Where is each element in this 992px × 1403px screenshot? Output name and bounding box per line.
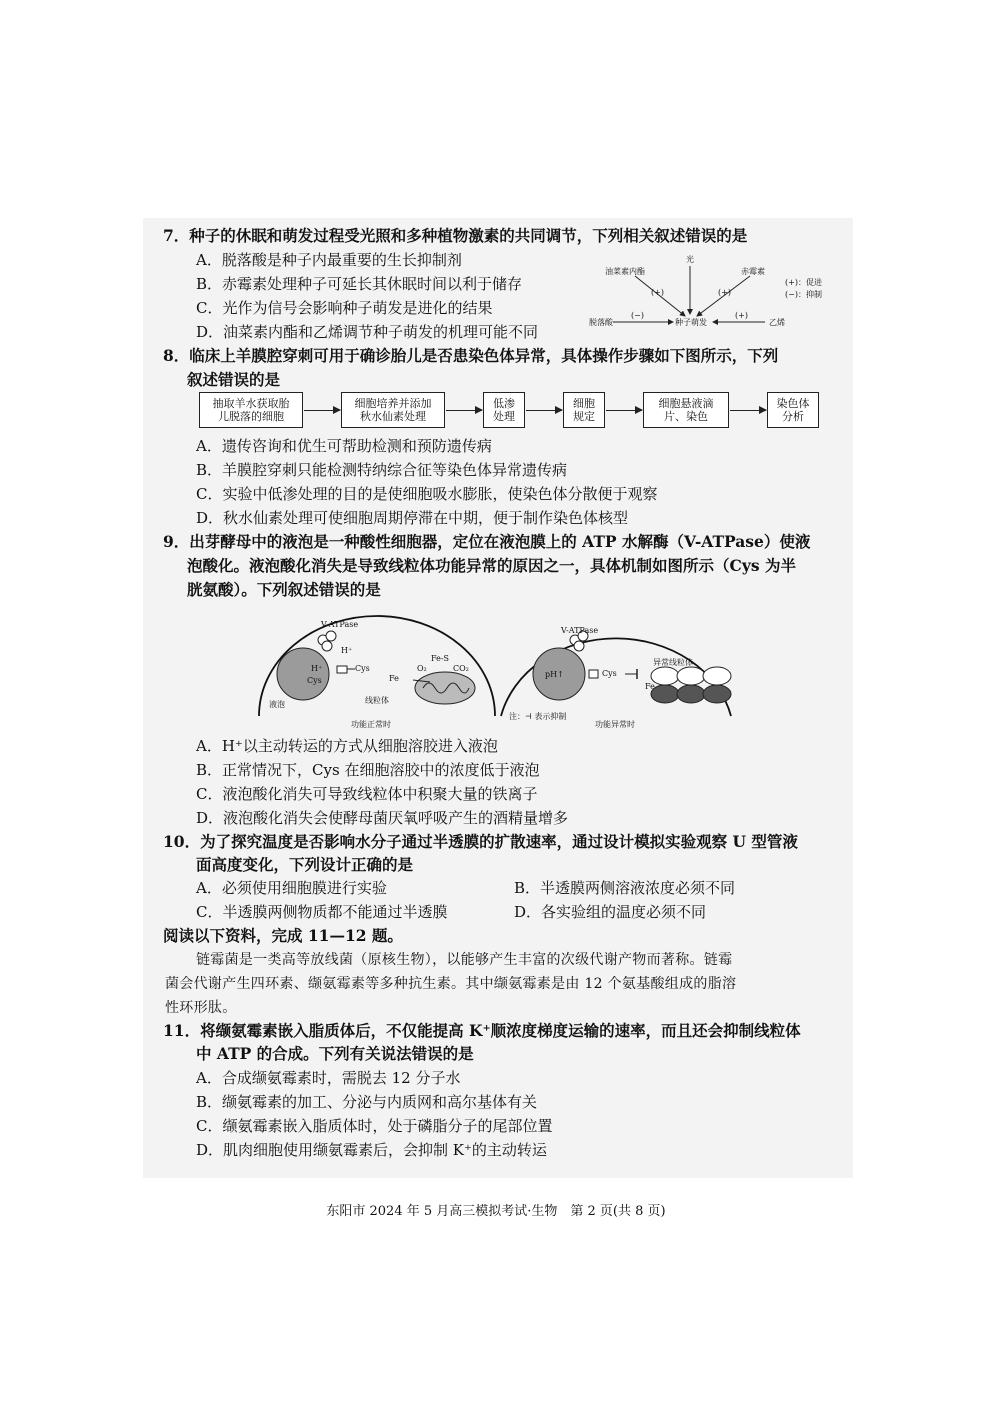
q7-option-a: A．脱落酸是种子内最重要的生长抑制剂 [196,251,462,269]
q9-option-b: B．正常情况下，Cys 在细胞溶胶中的浓度低于液泡 [196,761,540,779]
q7-hormone-diagram [589,252,835,332]
q9-label-abnormal-state: 功能异常时 [595,720,635,729]
q9-label-abnormal-mito: 异常线粒体 [653,658,693,667]
q9-label-mitochondrion: 线粒体 [365,696,389,705]
q8-step-2-line2: 秋水仙素处理 [360,410,426,423]
q8-step-6-line1: 染色体 [776,397,810,410]
q9-label-fe-abnormal: Fe [645,682,655,691]
q7-label-light: 光 [686,255,694,264]
q9-label-cys-abnormal: Cys [602,669,617,678]
q8-step-1-line1: 抽取羊水获取胎 [212,397,290,410]
q8-step-3-line1: 低渗 [493,397,515,410]
q9-label-vacuole: 液泡 [269,700,285,709]
q10-option-a: A．必须使用细胞膜进行实验 [196,879,387,897]
q8-step-6-line2: 分析 [782,410,804,423]
q9-label-normal-state: 功能正常时 [351,720,391,729]
q9-option-c: C．液泡酸化消失可导致线粒体中积聚大量的铁离子 [196,785,538,803]
q8-step-5-line2: 片、染色 [664,410,708,423]
q8-step-4-line2: 规定 [573,410,595,423]
q10-option-c: C．半透膜两侧物质都不能通过半透膜 [196,903,448,921]
q8-arrow-4 [606,410,642,411]
q10-option-d: D．各实验组的温度必须不同 [514,903,707,921]
q8-step-4 [563,392,605,428]
q8-option-a: A．遗传咨询和优生可帮助检测和预防遗传病 [196,437,492,455]
reading-title: 阅读以下资料，完成 11—12 题。 [163,926,403,945]
q8-option-d: D．秋水仙素处理可使细胞周期停滞在中期，便于制作染色体核型 [196,509,629,527]
q9-label-ph: pH↑ [545,670,564,679]
q8-step-5-line1: 细胞悬液滴 [658,397,714,410]
q7-label-minus: (−) [631,311,644,320]
q8-arrow-3 [526,410,562,411]
q9-label-h-outside: H⁺ [341,646,353,655]
q7-label-plus-3: (+) [735,311,748,320]
q8-step-2-line1: 细胞培养并添加 [354,397,432,410]
q7-label-abscisic-acid: 脱落酸 [589,318,613,327]
reading-paragraph-line2: 菌会代谢产生四环素、缬氨霉素等多种抗生素。其中缬氨霉素是由 12 个氨基酸组成的脂溶 [165,976,737,992]
q8-step-4-line1: 细胞 [573,397,595,410]
q9-stem-line2: 泡酸化。液泡酸化消失是导致线粒体功能异常的原因之一，具体机制如图所示（Cys 为半 [187,556,796,575]
q9-label-co2: CO₂ [453,664,469,673]
q8-step-1 [199,392,303,428]
q8-option-b: B．羊膜腔穿刺只能检测特纳综合征等染色体异常遗传病 [196,461,568,479]
q9-label-vatpase-abnormal: V-ATPase [561,626,599,635]
q8-step-3-line2: 处理 [493,410,515,423]
q9-option-d: D．液泡酸化消失会使酵母菌厌氧呼吸产生的酒精量增多 [196,809,569,827]
q8-stem-line1: 8．临床上羊膜腔穿刺可用于确诊胎儿是否患染色体异常，具体操作步骤如下图所示，下列 [163,346,779,365]
q10-stem-line2: 面高度变化，下列设计正确的是 [196,855,414,874]
q9-label-o2: O₂ [417,664,427,673]
q10-option-b: B．半透膜两侧溶液浓度必须不同 [514,879,736,897]
q7-option-b: B．赤霉素处理种子可延长其休眠时间以利于储存 [196,275,523,293]
q7-legend-promote: (+)：促进 [785,278,822,287]
q9-label-h-inside: H⁺ [311,664,323,673]
q11-option-b: B．缬氨霉素的加工、分泌与内质网和高尔基体有关 [196,1093,538,1111]
reading-paragraph-line3: 性环形肽。 [165,1000,237,1016]
q11-stem-line1: 11．将缬氨霉素嵌入脂质体后，不仅能提高 K⁺顺浓度梯度运输的速率，而且还会抑制线粒体 [163,1021,801,1040]
q11-option-d: D．肌肉细胞使用缬氨霉素后，会抑制 K⁺的主动转运 [196,1141,547,1159]
q9-stem-line3: 胱氨酸）。下列叙述错误的是 [187,580,381,599]
q7-option-d: D．油菜素内酯和乙烯调节种子萌发的机理可能不同 [196,323,539,341]
q8-step-5 [643,392,729,428]
q11-option-a: A．合成缬氨霉素时，需脱去 12 分子水 [196,1069,461,1087]
q7-legend-inhibit: (−)：抑制 [785,290,822,299]
q7-label-plus-1: (+) [651,288,664,297]
page-footer: 东阳市 2024 年 5 月高三模拟考试·生物 第 2 页(共 8 页) [326,1204,666,1219]
q7-label-gibberellin: 赤霉素 [741,267,765,276]
q7-label-germination: 种子萌发 [675,318,707,327]
q8-step-2 [341,392,445,428]
q8-arrow-2 [446,410,482,411]
q8-stem-line2: 叙述错误的是 [187,370,281,389]
q11-option-c: C．缬氨霉素嵌入脂质体时，处于磷脂分子的尾部位置 [196,1117,553,1135]
q7-label-ethylene: 乙烯 [769,318,785,327]
q9-label-cys-inside: Cys [307,676,322,685]
q9-label-vatpase-normal: V-ATPase [321,620,359,629]
q10-stem-line1: 10．为了探究温度是否影响水分子通过半透膜的扩散速率，通过设计模拟实验观察 U 型管液 [163,832,798,851]
q9-mechanism-diagram [255,606,735,734]
q9-label-fe-normal: Fe [389,674,399,683]
q7-stem: 7．种子的休眠和萌发过程受光照和多种植物激素的共同调节，下列相关叙述错误的是 [163,226,748,245]
q9-stem-line1: 9．出芽酵母中的液泡是一种酸性细胞器，定位在液泡膜上的 ATP 水解酶（V-ATPase）使液 [163,532,811,551]
q8-option-c: C．实验中低渗处理的目的是使细胞吸水膨胀，使染色体分散便于观察 [196,485,658,503]
q8-arrow-5 [730,410,766,411]
q9-label-fes: Fe-S [431,654,450,663]
q7-label-brassinosteroid: 油菜素内酯 [605,267,645,276]
reading-paragraph-line1: 链霉菌是一类高等放线菌（原核生物），以能够产生丰富的次级代谢产物而著称。链霉 [196,952,733,968]
q8-step-6 [767,392,819,428]
q9-label-cys-outside: Cys [355,664,370,673]
q7-label-plus-2: (+) [718,288,731,297]
q9-option-a: A．H⁺以主动转运的方式从细胞溶胶进入液泡 [196,737,498,755]
q11-stem-line2: 中 ATP 的合成。下列有关说法错误的是 [196,1044,474,1063]
q7-option-c: C．光作为信号会影响种子萌发是进化的结果 [196,299,493,317]
q8-step-3 [483,392,525,428]
q8-step-1-line2: 儿脱落的细胞 [218,410,284,423]
q8-arrow-1 [304,410,340,411]
q9-note-inhibit: 注：⊣ 表示抑制 [509,712,567,721]
